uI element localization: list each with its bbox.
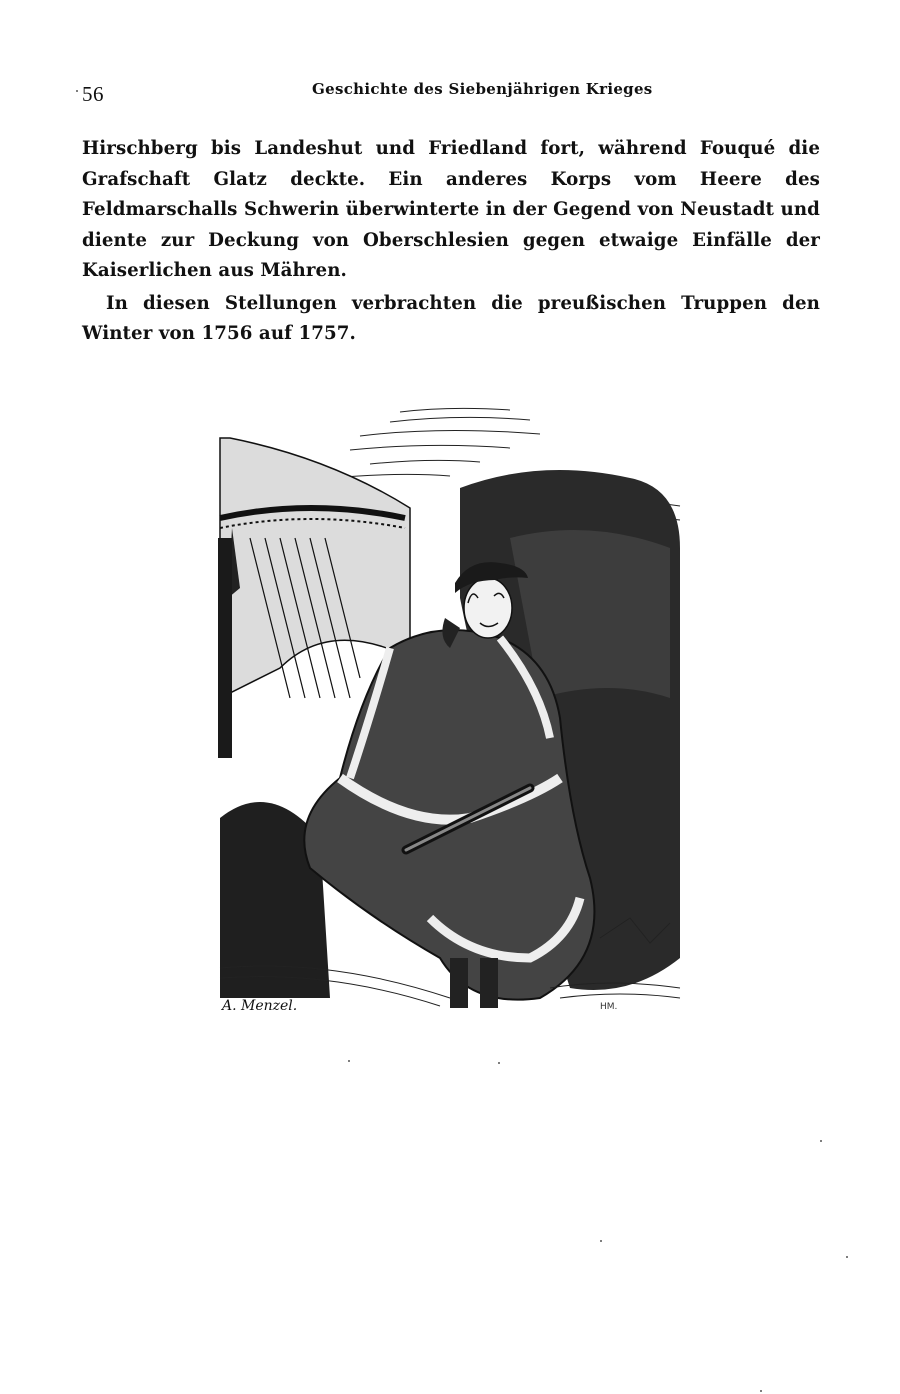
print-speck bbox=[348, 1060, 350, 1062]
engraving-illustration bbox=[210, 398, 688, 1018]
running-title: Geschichte des Siebenjährigen Krieges bbox=[312, 80, 653, 98]
page-number: 56 bbox=[82, 82, 104, 106]
print-speck bbox=[498, 1062, 500, 1064]
figure-cloak bbox=[304, 630, 594, 1008]
artist-signature: A. Menzel. bbox=[222, 998, 298, 1014]
body-text bbox=[82, 134, 820, 350]
engraving-drawing bbox=[210, 398, 688, 1018]
print-speck bbox=[76, 90, 78, 92]
engraver-mark: HM. bbox=[600, 1002, 618, 1012]
paragraph-1: Hirschberg bis Landeshut und Friedland fort, während Fouqué die Grafschaft Glatz deckte. Ein anderes Korps vom Heere des Feldmarschalls Schwerin überwinterte in der Gegend von Neustadt und diente zur Deckung von Oberschlesien gegen etwaige Einfälle der Kaiserlichen aus Mähren. bbox=[82, 138, 820, 281]
print-speck bbox=[820, 1140, 822, 1142]
print-speck bbox=[600, 1240, 602, 1242]
print-speck bbox=[760, 1390, 762, 1392]
running-head bbox=[82, 78, 822, 108]
print-speck bbox=[846, 1256, 848, 1258]
paragraph-2: In diesen Stellungen verbrachten die preußischen Truppen den Winter von 1756 auf 1757. bbox=[82, 292, 820, 344]
